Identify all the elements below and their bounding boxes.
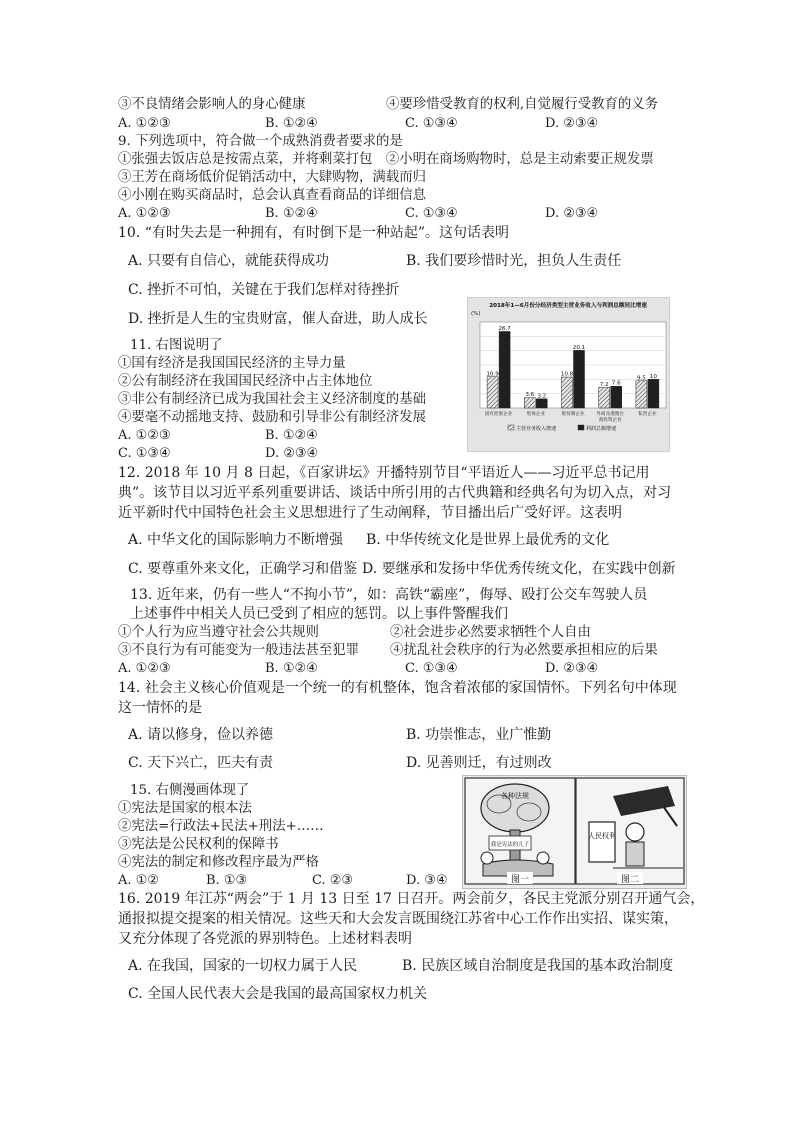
q13-option-3: ③不良行为有可能变为一般违法甚至犯罪 <box>118 643 360 658</box>
q12-stem-3: 近平新时代中国特色社会主义思想进行了生动阐释，节目播出后广受好评。这表明 <box>118 505 622 521</box>
q12-choice-c: C. 要尊重外来文化，正确学习和借鉴 <box>128 561 358 577</box>
q9-choice-b: B. ①②④ <box>265 206 318 221</box>
bar-value-label: 10.8 <box>560 371 574 378</box>
cartoon-drawing <box>463 776 686 888</box>
q11-choice-c: C. ①③④ <box>118 446 171 461</box>
q15-option-4: ④宪法的制定和修改程序最为严格 <box>118 855 319 870</box>
q15-choice-b: B. ①③ <box>206 873 248 888</box>
q9-option-4: ④小刚在购买商品时，总会认真查看商品的详细信息 <box>118 188 426 203</box>
q12-choice-a: A. 中华文化的国际影响力不断增强 <box>128 532 344 548</box>
q16-choice-c: C. 全国人民代表大会是我国的最高国家权力机关 <box>128 986 428 1002</box>
panel-label-1: 图一 <box>510 875 530 885</box>
q13-option-1: ①个人行为应当遵守社会公共规则 <box>118 625 319 640</box>
q9-stem: 9. 下列选项中，符合做一个成熟消费者要求的是 <box>118 134 403 149</box>
q15-choice-a: A. ①② <box>118 873 159 888</box>
q15-choice-c: C. ②③ <box>312 873 354 888</box>
category-label: 外商及港澳台 <box>596 412 624 417</box>
bar-value-label: 7.6 <box>611 380 621 387</box>
q13-option-4: ④扰乱社会秩序的行为必然要承担相应的后果 <box>390 643 658 658</box>
q15-option-3: ③宪法是公民权利的保障书 <box>118 837 279 852</box>
bar-profit <box>574 350 585 408</box>
q8-choice-b: B. ①②④ <box>265 116 318 131</box>
q12-choice-d: D. 要继承和发扬中华优秀传统文化，在实践中创新 <box>362 561 676 577</box>
q13-choice-d: D. ②③④ <box>545 661 599 676</box>
q16-stem-3: 又充分体现了各党派的界别特色。上述材料表明 <box>118 931 412 947</box>
q11-option-3: ③非公有制经济已成为我国社会主义经济制度的基础 <box>118 392 426 407</box>
q16-stem-2: 通报拟提交提案的相关情况。这些天和大会发言既围绕江苏省中心工作作出实招、谋实策， <box>118 911 678 927</box>
chart-canvas <box>468 298 669 451</box>
sign-label: 我是宪法的儿子 <box>490 842 530 848</box>
tree-label: 各种法规 <box>501 792 529 800</box>
q11-option-4: ④要毫不动摇地支持、鼓励和引导非公有制经济发展 <box>118 410 426 425</box>
bar-value-label: 3.6 <box>525 392 535 399</box>
q11-option-2: ②公有制经济在我国国民经济中占主体地位 <box>118 374 373 389</box>
legend-label-revenue: 主营业务收入增速 <box>516 426 557 432</box>
bar-value-label: 10.9 <box>486 371 499 378</box>
q8-option-3: ③不良情绪会影响人的身心健康 <box>118 97 306 112</box>
q13-stem-2: 上述事件中相关人员已受到了相应的惩罚。以上事件警醒我们 <box>130 606 508 622</box>
q11-choice-d: D. ②③④ <box>265 446 319 461</box>
bar-value-label: 3.2 <box>537 393 547 400</box>
q11-option-1: ①国有经济是我国国民经济的主导力量 <box>118 356 346 371</box>
bar-revenue <box>636 381 647 408</box>
category-label: 私营企业 <box>638 412 657 417</box>
q14-choice-b: B. 功崇惟志，业广惟勤 <box>406 727 552 743</box>
q10-choice-b: B. 我们要珍惜时光，担负人生责任 <box>406 253 622 269</box>
bar-value-label: 10 <box>649 373 657 380</box>
q11-stem: 11. 右图说明了 <box>130 338 223 353</box>
q16-choice-a: A. 在我国，国家的一切权力属于人民 <box>128 958 358 974</box>
bar-value-label: 7.2 <box>599 381 609 388</box>
chart-title: 2018年1—6月份分经济类型主营业务收入与利润总额同比增速 <box>489 303 647 309</box>
legend-swatch-revenue <box>508 425 514 430</box>
bar-value-label: 9.5 <box>636 375 646 382</box>
q10-choice-c: C. 挫折不可怕，关键在于我们怎样对待挫折 <box>128 282 400 298</box>
q11-choice-a: A. ①②③ <box>118 428 171 443</box>
q10-choice-d: D. 挫折是人生的宝贵财富，催人奋进，助人成长 <box>128 311 428 327</box>
category-label: 集体企业 <box>526 412 545 417</box>
q12-stem-2: 典”。该节目以习近平系列重要讲话、谈话中所引用的古代典籍和经典名句为切入点，对习 <box>118 485 672 501</box>
bar-profit <box>499 331 510 408</box>
q16-choice-b: B. 民族区域自治制度是我国的基本政治制度 <box>402 958 674 974</box>
face-icon <box>626 823 644 841</box>
person-icon <box>537 852 549 864</box>
q8-choice-c: C. ①③④ <box>405 116 458 131</box>
q10-choice-a: A. 只要有自信心，就能获得成功 <box>128 253 330 269</box>
bar-revenue <box>599 387 610 408</box>
q8-choice-a: A. ①②③ <box>118 116 171 131</box>
q14-stem-2: 这一情怀的是 <box>118 700 202 716</box>
category-label-cont: 商投资企业 <box>598 418 622 423</box>
q15-stem: 15. 右侧漫画体现了 <box>130 783 250 798</box>
q11-choice-b: B. ①②④ <box>265 428 318 443</box>
q13-stem-1: 13. 近年来，仍有一些人“不拘小节”，如：高铁“霸座”，侮辱、殴打公交车驾驶人员 <box>130 587 648 603</box>
q15-choice-d: D. ③④ <box>406 873 448 888</box>
bar-revenue <box>524 398 535 408</box>
q9-choice-c: C. ①③④ <box>405 206 458 221</box>
bar-profit <box>536 399 547 408</box>
bar-revenue <box>487 377 498 408</box>
legend-swatch-profit <box>578 425 584 430</box>
q8-option-4: ④要珍惜受教育的权利,自觉履行受教育的义务 <box>386 97 659 112</box>
q14-stem-1: 14. 社会主义核心价值观是一个统一的有机整体，饱含着浓郁的家国情怀。下列名句中体现 <box>118 680 677 696</box>
q13-option-2: ②社会进步必然要求牺牲个人自由 <box>390 625 591 640</box>
constitution-cartoon <box>462 775 687 889</box>
q13-choice-a: A. ①②③ <box>118 661 171 676</box>
q10-stem: 10. “有时失去是一种拥有，有时倒下是一种站起”。这句话表明 <box>118 225 510 241</box>
q9-option-3: ③王芳在商场低价促销活动中，大肆购物，满载而归 <box>118 170 426 185</box>
q12-choice-b: B. 中华传统文化是世界上最优秀的文化 <box>366 532 610 548</box>
q14-choice-d: D. 见善则迁，有过则改 <box>406 755 552 771</box>
q16-stem-1: 16. 2019 年江苏“两会”于 1 月 13 日至 17 日召开。两会前夕，各民主党派分别召开通气会， <box>118 891 705 907</box>
q14-choice-a: A. 请以修身，俭以养德 <box>128 727 274 743</box>
bar-value-label: 20.1 <box>572 344 586 351</box>
bar-value-label: 26.7 <box>498 325 511 332</box>
q9-option-1-2: ①张强去饭店总是按需点菜，并将剩菜打包 ②小明在商场购物时，总是主动索要正规发票 <box>118 152 654 167</box>
bar-profit <box>648 379 659 408</box>
legend-label-profit: 利润总额增速 <box>586 426 617 432</box>
shield-label: 人民权利 <box>588 832 616 840</box>
q15-option-2: ②宪法=行政法+民法+刑法+…… <box>118 819 324 834</box>
person-icon <box>481 852 493 864</box>
q13-choice-b: B. ①②④ <box>265 661 318 676</box>
economy-growth-chart <box>467 297 670 452</box>
bar-revenue <box>562 377 573 408</box>
category-label: 国有控股企业 <box>484 412 513 417</box>
bar-profit <box>611 386 622 408</box>
q15-option-1: ①宪法是国家的根本法 <box>118 801 252 816</box>
q8-choice-d: D. ②③④ <box>545 116 599 131</box>
q13-choice-c: C. ①③④ <box>405 661 458 676</box>
q12-stem-1: 12. 2018 年 10 月 8 日起，《百家讲坛》开播特别节目“平语近人——习近平总书记用 <box>118 465 650 481</box>
shield-icon <box>589 822 615 862</box>
q14-choice-c: C. 天下兴亡，匹夫有责 <box>128 755 274 771</box>
q9-choice-a: A. ①②③ <box>118 206 171 221</box>
chart-ylabel: (%) <box>471 311 481 317</box>
panel-label-2: 图二 <box>620 875 640 885</box>
q9-choice-d: D. ②③④ <box>545 206 599 221</box>
category-label: 股份制企业 <box>561 412 585 417</box>
